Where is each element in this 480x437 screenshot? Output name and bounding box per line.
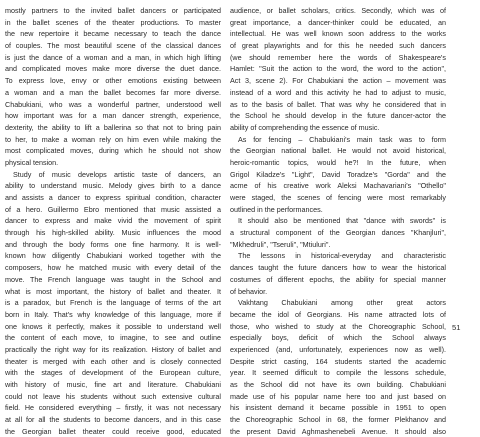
text-line: practically the right way for its realization. History of ballet and (5, 344, 221, 354)
text-line: known how diligently Chabukiani worked together with the (5, 251, 221, 261)
text-line: costumes of different epochs, the ability for special manner (230, 274, 446, 284)
text-line: the new repertoire it became necessary to teach the dance (5, 29, 221, 39)
text-line: became the idol of Georgians. His name attracted lots of (230, 309, 446, 319)
text-line: with the stages of development of the European culture, (5, 368, 221, 378)
text-line: and through the body forms one fine harmony. It is well- (5, 239, 221, 249)
text-line: The lessons in historical-everyday and characteristic (238, 251, 446, 261)
text-line: Vakhtang Chabukiani among other great actors (238, 298, 446, 308)
text-line: could not leave his students without such extensive cultural (5, 391, 221, 401)
text-line: in the ballet scenes of the theater productions. To master (5, 17, 221, 27)
text-line: one knows it perfectly, makes it possible to understand well (5, 321, 221, 331)
right-text-column (230, 5, 446, 437)
text-line: Act 3, scene 2). For Chabukiani the action – movement was (230, 76, 446, 86)
text-line: those, who wished to study at the Choreographic School, (230, 321, 446, 331)
text-line: born in Italy. That's why knowledge of this language, more if (5, 309, 221, 319)
text-line: as the School did not have its own building. Chabukiani (230, 380, 446, 389)
text-line: year. It seemed difficult to compile the lessons schedule, (230, 368, 446, 378)
text-line: the Georgian national ballet. He would not avoid historical, (230, 146, 446, 156)
text-line: made use of his popular name here too and just based on (230, 391, 446, 401)
text-line: field. He considered everything – firstly, it was not necessary (5, 403, 221, 413)
text-line: experienced (and, unfortunately, experiences now as well). (230, 344, 446, 354)
text-line: "Mkhedruli", "Tseruli", "Mtiuluri". (230, 239, 331, 249)
left-text-column (5, 5, 221, 437)
text-line: move. The French language was taught in the School and (5, 274, 221, 284)
text-line: a structural component of the Georgian dances "Khanjluri", (230, 228, 446, 238)
text-line: dexterity, the ability to lift a ballerina so that not to bring pain (5, 122, 221, 132)
text-line: outlined in the performances. (230, 204, 323, 214)
text-line: what is most important, the history of ballet and theater. It (5, 286, 221, 296)
text-line: heroic-romantic topics, would he?! In the future, when (230, 157, 446, 167)
text-line: Hamlet: "Suit the action to the word, the word to the action", (230, 64, 446, 74)
text-line: a woman and a man the ballet becomes far more diverse. (5, 87, 221, 97)
text-line: Despite strict casting, 164 students started the academic (230, 356, 446, 366)
text-line: To express love, envy or other emotions existing between (5, 76, 221, 86)
text-line: acme of his creative work Aleksi Machavariani's "Othello" (230, 181, 446, 191)
text-line: and assists a dancer to express spiritual condition, character (5, 193, 221, 202)
text-line: It should also be mentioned that "dance with swords" is (238, 216, 446, 226)
text-line: of couples. The most beautiful scene of the classical dances (5, 41, 221, 51)
text-line: Chabukiani, who was a wonderful partner, understood well (5, 99, 221, 109)
text-line: with history of music, fine art and literature. Chabukiani (5, 380, 221, 389)
text-line: his insistent demand it became possible in 1951 to open (230, 403, 446, 413)
text-line: of behavior. (230, 286, 268, 296)
text-line: dances taught the future dancers how to wear the historical (230, 263, 446, 273)
text-line: through his high-skilled ability. Music influences the mood (5, 228, 221, 238)
text-line: the present David Aghmashenebeli Avenue. It should also (230, 426, 446, 436)
page-number: 51 (452, 323, 461, 332)
text-line: dancer to express and make vivid the movement of spirit (5, 216, 221, 226)
text-line: to her, to make a woman rely on him even while making the (5, 134, 221, 144)
text-line: how important was for a man dancer strength, experience, (5, 111, 221, 121)
text-line: of a hero. Guillermo Ebro mentioned that music assisted a (5, 204, 221, 214)
text-line: As for fencing – Chabukiani's main task was to form (238, 134, 446, 144)
text-line: is just the dance of a woman and a man, in which high lifting (5, 52, 221, 62)
text-line: great importance, a dancer-thinker could be educated, an (230, 17, 446, 27)
text-line: ability to understand music. Melody gives birth to a dance (5, 181, 221, 191)
text-line: at all for all the students to become dancers, and in this case (5, 415, 221, 425)
text-line: especially boys, deficit of which the School always (230, 333, 446, 343)
text-line: were staged, the scenes of fencing were most remarkably (230, 193, 446, 202)
text-line: mostly partners to the invited ballet dancers or participated (5, 6, 221, 15)
text-line: (we should remember here the words of Shakespeare's (230, 52, 446, 62)
text-line: ability of comprehending the essence of music. (230, 122, 380, 132)
text-line: composers, how he matched music with every detail of the (5, 263, 221, 273)
text-line: Study of music develops artistic taste of dancers, an (13, 169, 221, 179)
text-line: of great playwrights and for this he needed such dancers (230, 41, 446, 51)
text-line: theater is merged with each other and is closely connected (5, 356, 221, 366)
text-line: instead of a word and this activity he had to adjust to music, (230, 87, 446, 97)
text-line: the Georgian ballet theater could receive good, educated (5, 426, 221, 436)
text-line: the content of each move, to imagine, to see and outline (5, 333, 221, 343)
text-line: as to the basis of ballet. That was why he considered that in (230, 99, 446, 109)
text-line: the Choreographic School in 68, the former Plekhanov and (230, 415, 446, 425)
text-line: the School he should develop in the future dancer-actor the (230, 111, 446, 121)
text-line: Grigol Kiladze's "Light", David Toradze's "Gorda" and the (230, 169, 446, 179)
text-line: and complicated moves make more diverse the duet dance. (5, 64, 221, 74)
text-line: most complicated moves, during which he should not show (5, 146, 221, 156)
text-line: is a paradox, but French is the language of terms of the art (5, 298, 221, 308)
text-line: audience, or ballet scholars, critics. Secondly, which was of (230, 6, 446, 15)
text-line: intellectual. He was well known soon address to the works (230, 29, 446, 39)
text-line: physical tension. (5, 157, 59, 167)
